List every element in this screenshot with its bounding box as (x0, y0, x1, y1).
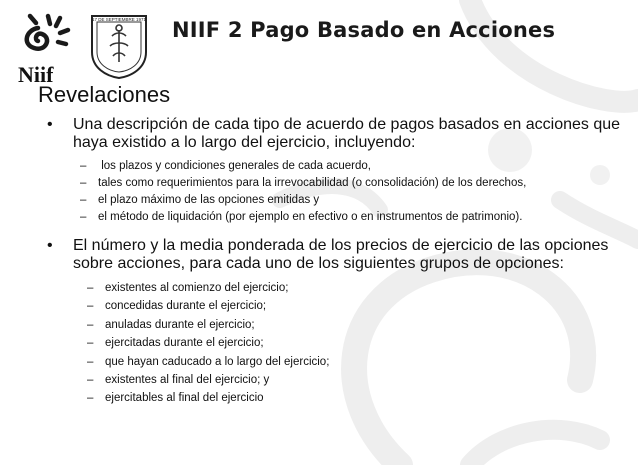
svg-text:Niif: Niif (18, 62, 54, 87)
niif-logo-icon (8, 8, 88, 88)
list-item: – existentes al comienzo del ejercicio; (87, 282, 289, 294)
svg-text:17 DE SEPTIEMBRE 1971: 17 DE SEPTIEMBRE 1971 (91, 17, 147, 22)
bullet-item-2 (47, 237, 627, 408)
bullet-item-1 (47, 116, 627, 226)
list-item: – tales como requerimientos para la irrevocabilidad (o consolidación) de los derechos, (80, 177, 527, 189)
section-title: Revelaciones (38, 82, 171, 107)
list-item: – concedidas durante el ejercicio; (87, 300, 267, 313)
bullet-text: El número y la media ponderada de los precios de ejercicio de las opciones sobre acciones, para cada uno de los siguientes grupos de opciones: (73, 237, 609, 272)
list-item: – el método de liquidación (por ejemplo en efectivo o en instrumentos de patrimonio). (80, 211, 523, 223)
page-title: NIIF 2 Pago Basado en Acciones (172, 18, 556, 42)
bullet-marker: • (47, 237, 53, 254)
sub-list (47, 279, 627, 408)
bullet-marker: • (47, 116, 53, 133)
list-item: – ejercitables al final del ejercicio (87, 392, 264, 405)
list-item: – que hayan caducado a lo largo del ejercicio; (87, 355, 330, 368)
list-item: – existentes al final del ejercicio; y (87, 374, 270, 387)
sub-list (47, 158, 627, 226)
bullet-text: Una descripción de cada tipo de acuerdo de pagos basados en acciones que haya existido a lo largo del ejercicio, incluyendo: (73, 116, 621, 151)
list-item: – los plazos y condiciones generales de cada acuerdo, (80, 160, 371, 172)
list-item: – anuladas durante el ejercicio; (87, 318, 255, 331)
list-item: – el plazo máximo de las opciones emitidas y (80, 194, 320, 206)
list-item: – ejercitadas durante el ejercicio; (87, 337, 264, 350)
university-seal-icon (88, 12, 150, 80)
